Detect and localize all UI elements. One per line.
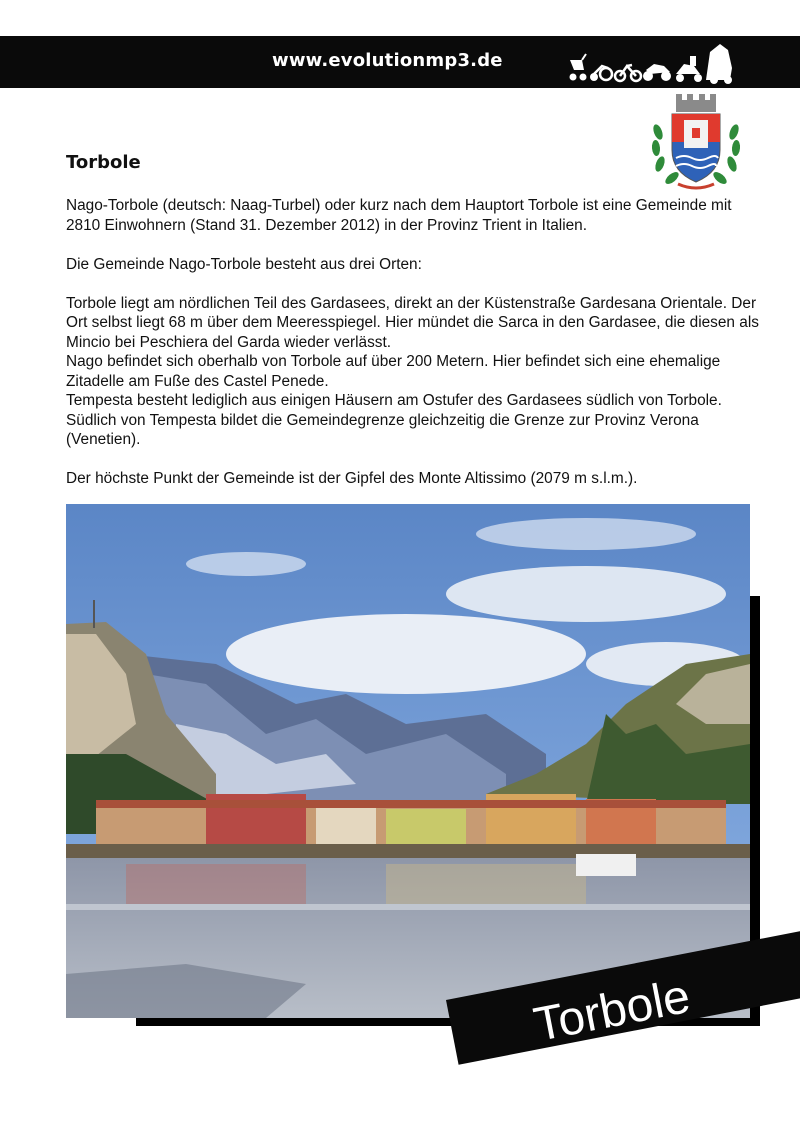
body-text [66, 196, 766, 489]
stroller-icon [570, 54, 587, 81]
paragraph-tempesta: Tempesta besteht lediglich aus einigen Häusern am Ostufer des Gardasees südlich von Torbole. Südlich von Tempesta bildet die Gemeindegrenze gleichzeitig die Grenze zur Provinz Verona (Venetien). [66, 392, 722, 448]
caption-text: Torbole [529, 969, 695, 1053]
vehicle-icons [566, 38, 736, 86]
lake-photo [66, 504, 750, 1018]
paragraph-places: Die Gemeinde Nago-Torbole besteht aus drei Orten: [66, 255, 422, 273]
maxi-scooter-icon [706, 44, 732, 84]
coat-of-arms [644, 92, 748, 196]
header-bar [0, 36, 800, 88]
crown-icon [676, 94, 716, 112]
page-title: Torbole [66, 152, 141, 173]
paragraph-intro: Nago-Torbole (deutsch: Naag-Turbel) oder kurz nach dem Hauptort Torbole ist eine Gemeinde mit 2810 Einwohnern (Stand 31. Dezember 2012) in der Provinz Trient in Italien. [66, 197, 732, 234]
tricycle-icon [590, 66, 612, 81]
site-url[interactable]: www.evolutionmp3.de [272, 50, 503, 71]
paragraph-torbole: Torbole liegt am nördlichen Teil des Gardasees, direkt an der Küstenstraße Gardesana Orientale. Der Ort selbst liegt 68 m über dem Meeresspiegel. Hier mündet die Sarca in den Gardasee, die diesen als Mincio bei Peschiera del Garda wieder verlässt. [66, 294, 759, 351]
paragraph-nago: Nago befindet sich oberhalb von Torbole auf über 200 Metern. Hier befindet sich eine ehemalige Zitadelle am Fuße des Castel Penede. [66, 353, 721, 390]
scooter-icon [676, 56, 702, 82]
paragraph-highest-point: Der höchste Punkt der Gemeinde ist der Gipfel des Monte Altissimo (2079 m s.l.m.). [66, 470, 638, 487]
bicycle-icon [615, 65, 641, 81]
motorcycle-icon [643, 64, 671, 81]
